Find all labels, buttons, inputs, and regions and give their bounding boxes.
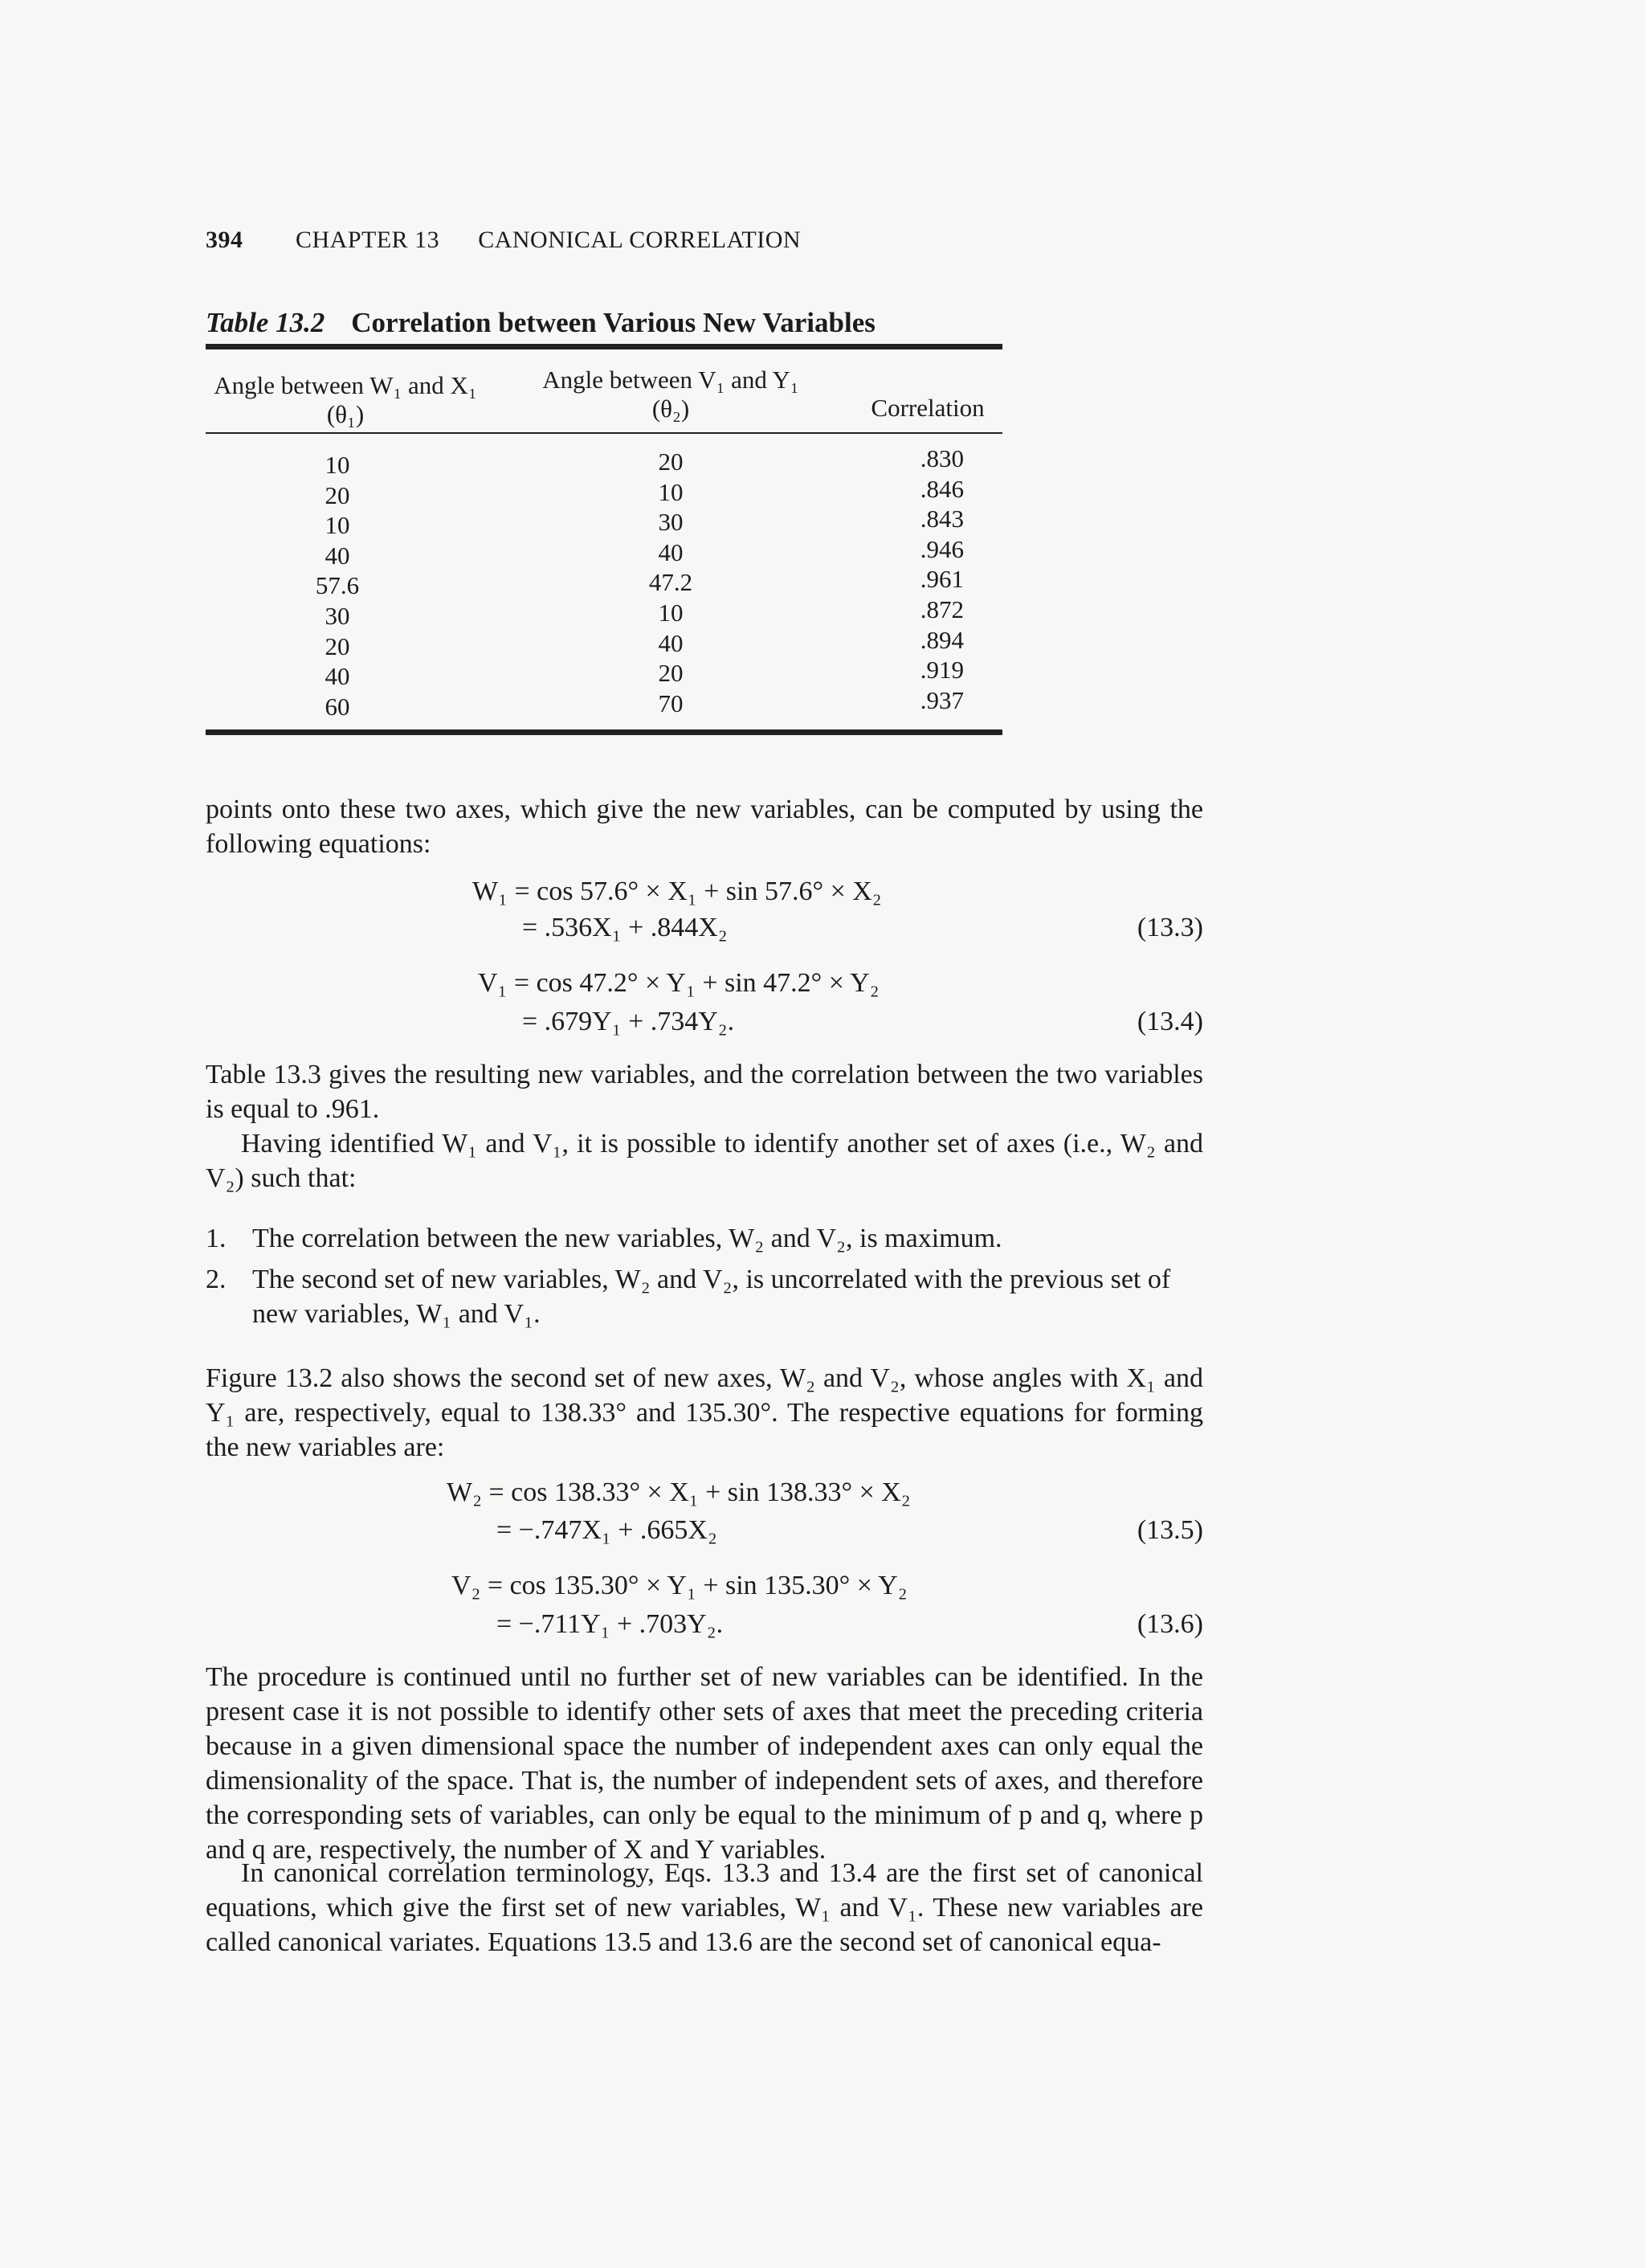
table-cell: 20 (325, 480, 350, 509)
paragraph-table-13-3: Table 13.3 gives the resulting new variables, and the correlation between the two variables is equal to .961. (206, 1060, 1203, 1124)
list-item (206, 1221, 1203, 1256)
equation-number-13-3: (13.3) (1137, 913, 1203, 942)
equation-13-4-line2: = .679Y₁ + .734Y₂. (522, 1007, 735, 1036)
table-header-theta1 (201, 371, 490, 429)
table-column-correlation (876, 443, 964, 715)
table-cell: 70 (658, 689, 684, 717)
page-number: 394 (206, 227, 243, 253)
criteria-list (206, 1221, 1203, 1331)
list-item-number: 2. (206, 1265, 227, 1294)
equation-13-4-line1: V₁ = cos 47.2° × Y₁ + sin 47.2° × Y₂ (478, 968, 880, 998)
equation-number-13-5: (13.5) (1137, 1515, 1203, 1545)
table-cell: 47.2 (648, 568, 693, 597)
list-item (206, 1262, 1203, 1331)
table-cell: .961 (920, 565, 964, 594)
paragraph-second-axes: Having identified W₁ and V₁, it is possible to identify another set of axes (i.e., W₂ and V₂) such that: (206, 1129, 1203, 1193)
paragraph-canonical-terminology: In canonical correlation terminology, Eqs. 13.3 and 13.4 are the first set of canonical equations, which give the first set of new variables, W₁ and V₁. These new variables are called canonical variates. Equations 13.5 and 13.6 are the second set of canonical equa- (206, 1858, 1203, 1957)
table-caption (206, 307, 876, 339)
equation-13-6-line1: V₂ = cos 135.30° × Y₁ + sin 135.30° × Y₂ (451, 1571, 908, 1600)
table-cell: .846 (920, 474, 964, 503)
table-cell: 20 (325, 631, 350, 660)
table-cell: .830 (920, 444, 964, 472)
paragraph-figure-13-2: Figure 13.2 also shows the second set of new axes, W₂ and V₂, whose angles with X₁ and Y₁ are, respectively, equal to 138.33° and 135.30°. The respective equations for forming the new variables are: (206, 1363, 1203, 1462)
table-cell: .937 (920, 685, 964, 714)
equation-13-6-line2: = −.711Y₁ + .703Y₂. (496, 1609, 724, 1639)
table-cell: 57.6 (315, 571, 360, 600)
equation-number-13-4: (13.4) (1137, 1007, 1203, 1036)
table-cell: .919 (920, 656, 964, 684)
table-cell: .872 (920, 595, 964, 623)
equation-13-3-line1: W₁ = cos 57.6° × X₁ + sin 57.6° × X₂ (472, 877, 882, 906)
table-column-theta2 (627, 447, 715, 718)
table-bottom-rule (206, 729, 1002, 735)
header-theta1-line1: Angle between W₁ and X₁ (214, 371, 477, 399)
table-cell: 20 (658, 659, 684, 688)
header-theta2-line1: Angle between V₁ and Y₁ (542, 366, 799, 394)
table-cell: 40 (658, 628, 684, 657)
equation-13-5-line1: W₂ = cos 138.33° × X₁ + sin 138.33° × X₂ (447, 1477, 911, 1507)
paragraph-procedure: The procedure is continued until no further set of new variables can be identified. In the present case it is not possible to identify other sets of axes that meet the preceding criteria because in a given dimensional space the number of independent axes can only equal the dimensionality of the space. That is, the number of independent sets of axes, and therefore the corresponding sets of variables, can only be equal to the minimum of p and q, where p and q are, respectively, the number of X and Y variables. (206, 1662, 1203, 1865)
table-cell: 30 (658, 508, 684, 537)
table-cell: .894 (920, 625, 964, 654)
table-cell: .946 (920, 534, 964, 563)
chapter-label: CHAPTER 13 (296, 227, 440, 253)
table-header-theta2 (522, 366, 819, 423)
table-cell: 40 (658, 537, 684, 566)
table-header-correlation (851, 394, 1004, 423)
table-cell: .843 (920, 505, 964, 533)
equation-13-5-line2: = −.747X₁ + .665X₂ (496, 1515, 717, 1545)
table-header-rule (206, 432, 1002, 434)
table-cell: 10 (325, 451, 350, 479)
table-cell: 20 (658, 447, 684, 476)
equation-13-3-line2: = .536X₁ + .844X₂ (522, 913, 728, 942)
header-theta2-line2: (θ₂) (651, 394, 690, 423)
table-cell: 60 (325, 692, 350, 721)
table-number: Table 13.2 (206, 307, 325, 338)
equation-number-13-6: (13.6) (1137, 1609, 1203, 1639)
paragraph-equations-intro: points onto these two axes, which give the new variables, can be computed by using the following equations: (206, 795, 1203, 859)
header-correlation-label: Correlation (871, 394, 985, 422)
running-head (206, 227, 801, 254)
chapter-title: CANONICAL CORRELATION (478, 227, 802, 253)
header-theta1-line2: (θ₁) (326, 400, 365, 428)
table-cell: 10 (658, 477, 684, 506)
table-column-theta1 (297, 450, 378, 721)
list-item-text: The second set of new variables, W₂ and V₂, is uncorrelated with the previous set of new variables, W₁ and V₁. (252, 1265, 1171, 1329)
table-cell: 40 (325, 662, 350, 691)
table-title: Correlation between Various New Variables (351, 307, 876, 338)
table-cell: 30 (325, 601, 350, 630)
table-cell: 10 (325, 511, 350, 540)
table-cell: 10 (658, 598, 684, 627)
table-cell: 40 (325, 541, 350, 570)
table-top-rule (206, 344, 1002, 349)
list-item-number: 1. (206, 1224, 227, 1253)
list-item-text: The correlation between the new variables, W₂ and V₂, is maximum. (252, 1224, 1002, 1253)
